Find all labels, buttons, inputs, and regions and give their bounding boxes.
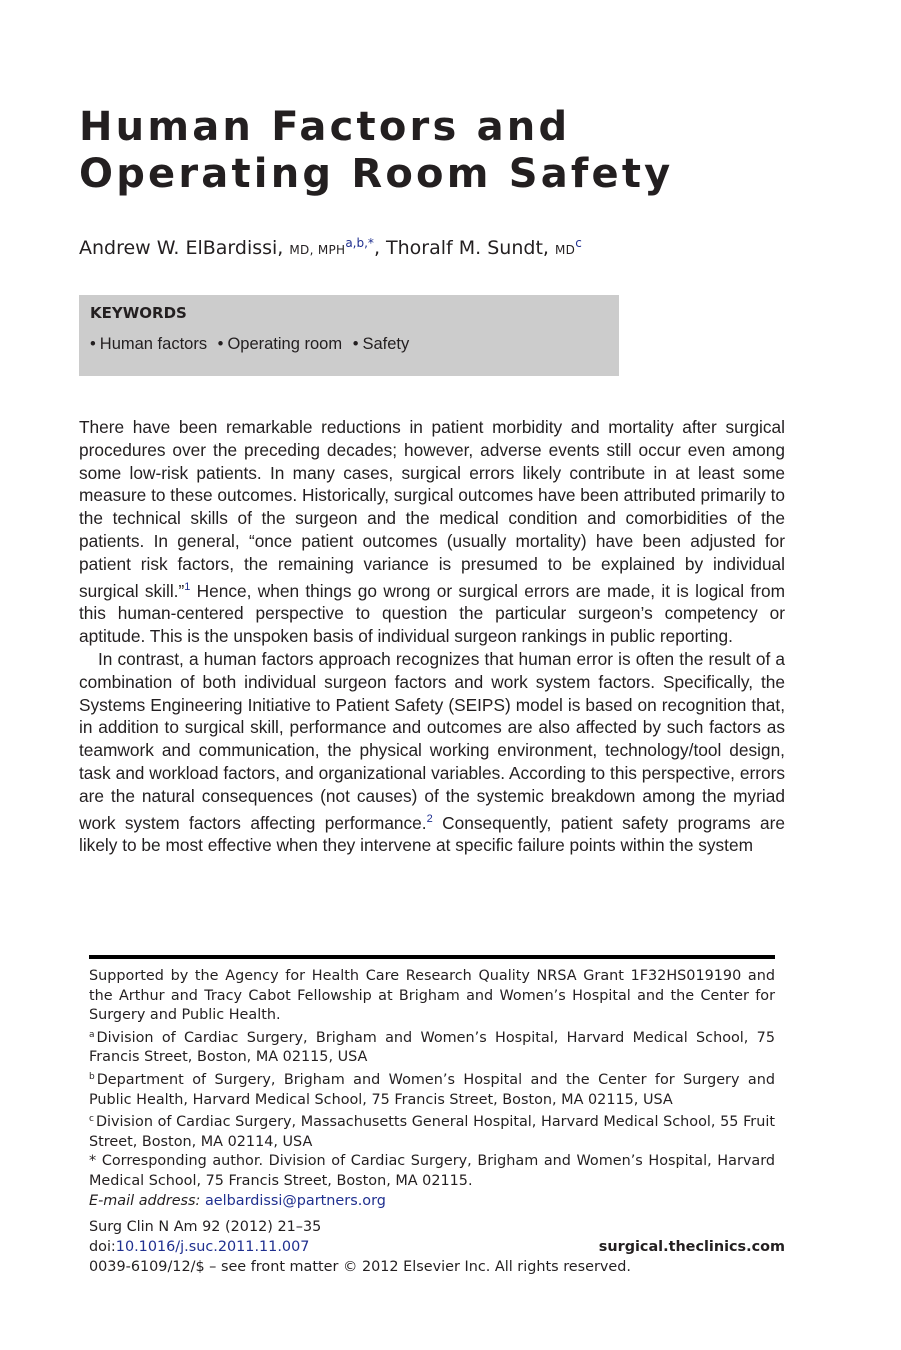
affiliation-mark: a (89, 1029, 95, 1040)
bullet-icon: • (90, 335, 96, 353)
affiliation-link[interactable]: c (575, 236, 582, 250)
keyword-item: Safety (362, 335, 410, 353)
citation-block (89, 1217, 785, 1277)
author-degrees: MD (554, 243, 576, 257)
article-title (79, 104, 779, 198)
author-degrees: MD, MPH (289, 243, 346, 257)
bullet-icon: • (217, 335, 224, 353)
email-label: E-mail address: (89, 1192, 201, 1209)
email-link[interactable]: aelbardissi@partners.org (204, 1192, 386, 1209)
title-line-2: Operating Room Safety (79, 151, 674, 197)
keyword-item: Human factors (99, 335, 208, 353)
footnotes (89, 967, 775, 1211)
paragraph-text: Hence, when things go wrong or surgical errors are made, it is logical from this human-centered perspective to question the particular surgeon’s competency or aptitude. This is the unspoken basis of individual surgeon rankings in public reporting. (79, 580, 785, 647)
keyword-item: Operating room (227, 335, 343, 353)
bullet-icon: • (352, 335, 359, 353)
reference-link[interactable]: 1 (184, 580, 191, 593)
corresponding-author-note: * Corresponding author. Division of Cardiac Surgery, Brigham and Women’s Hospital, Harvard Medical School, 75 Francis Street, Boston, MA 02115. (89, 1153, 775, 1189)
doi-link[interactable]: 10.1016/j.suc.2011.11.007 (115, 1239, 310, 1255)
author-separator: , (373, 237, 387, 259)
affiliation-text: Division of Cardiac Surgery, Massachusetts General Hospital, Harvard Medical School, 55 Fruit Street, Boston, MA 02114, USA (89, 1114, 775, 1150)
affiliation-mark: b (89, 1071, 95, 1082)
funding-note: Supported by the Agency for Health Care Research Quality NRSA Grant 1F32HS019190 and the Arthur and Tracy Cabot Fellowship at Brigham and Women’s Hospital and the Center for Surgery and Public Health. (89, 968, 775, 1024)
title-line-1: Human Factors and (79, 104, 571, 150)
affiliation-note (89, 1068, 775, 1110)
author-name: Thoralf M. Sundt, (386, 237, 549, 259)
journal-citation: Surg Clin N Am 92 (2012) 21–35 (89, 1219, 322, 1235)
body-paragraph (79, 648, 785, 857)
keywords-list (90, 335, 415, 354)
author-name: Andrew W. ElBardissi, (79, 237, 284, 259)
footnote-divider (89, 955, 775, 959)
body-paragraph (79, 416, 785, 648)
copyright-line: 0039-6109/12/$ – see front matter © 2012 Elsevier Inc. All rights reserved. (89, 1259, 631, 1275)
email-line (89, 1192, 775, 1212)
paragraph-text: Consequently, patient safety programs are likely to be most effective when they intervene at specific failure points within the system (79, 812, 785, 856)
affiliation-link[interactable]: a,b,* (345, 236, 374, 250)
affiliation-text: Department of Surgery, Brigham and Women’s Hospital and the Center for Surgery and Public Health, Harvard Medical School, 75 Francis Street, Boston, MA 02115, USA (89, 1071, 775, 1108)
website-link[interactable]: surgical.theclinics.com (598, 1239, 785, 1255)
paragraph-text: There have been remarkable reductions in patient morbidity and mortality after surgical procedures over the preceding decades; however, adverse events still occur even among some low-risk patients. In many cases, surgical errors likely contribute in at least some measure to these outcomes. Historically, surgical outcomes have been attributed primarily to the technical skills of the surgeon and the medical condition and comorbidities of the patients. In general, “once patient outcomes (usually mortality) have been adjusted for patient risk factors, the remaining variance is presumed to be explained by individual surgical skill.” (79, 417, 785, 601)
doi-prefix: doi: (89, 1239, 116, 1255)
author-list (79, 236, 582, 259)
reference-link[interactable]: 2 (426, 812, 433, 825)
keywords-heading: KEYWORDS (90, 304, 187, 322)
affiliation-note (89, 1110, 775, 1152)
paragraph-text: In contrast, a human factors approach recognizes that human error is often the result of a combination of both individual surgeon factors and work system factors. Specifically, the Systems Engineering Initiative to Patient Safety (SEIPS) model is based on recognition that, in addition to surgical skill, performance and outcomes are also affected by such factors as teamwork and communication, the physical working environment, technology/tool design, task and workload factors, and organizational variables. According to this perspective, errors are the natural consequences (not causes) of the systemic breakdown among the myriad work system factors affecting performance. (79, 648, 785, 833)
affiliation-text: Division of Cardiac Surgery, Brigham and Women’s Hospital, Harvard Medical School, 75 Francis Street, Boston, MA 02115, USA (89, 1029, 775, 1066)
keywords-box (79, 295, 619, 376)
affiliation-note (89, 1026, 775, 1068)
affiliation-mark: c (89, 1114, 94, 1125)
article-body (79, 416, 785, 857)
